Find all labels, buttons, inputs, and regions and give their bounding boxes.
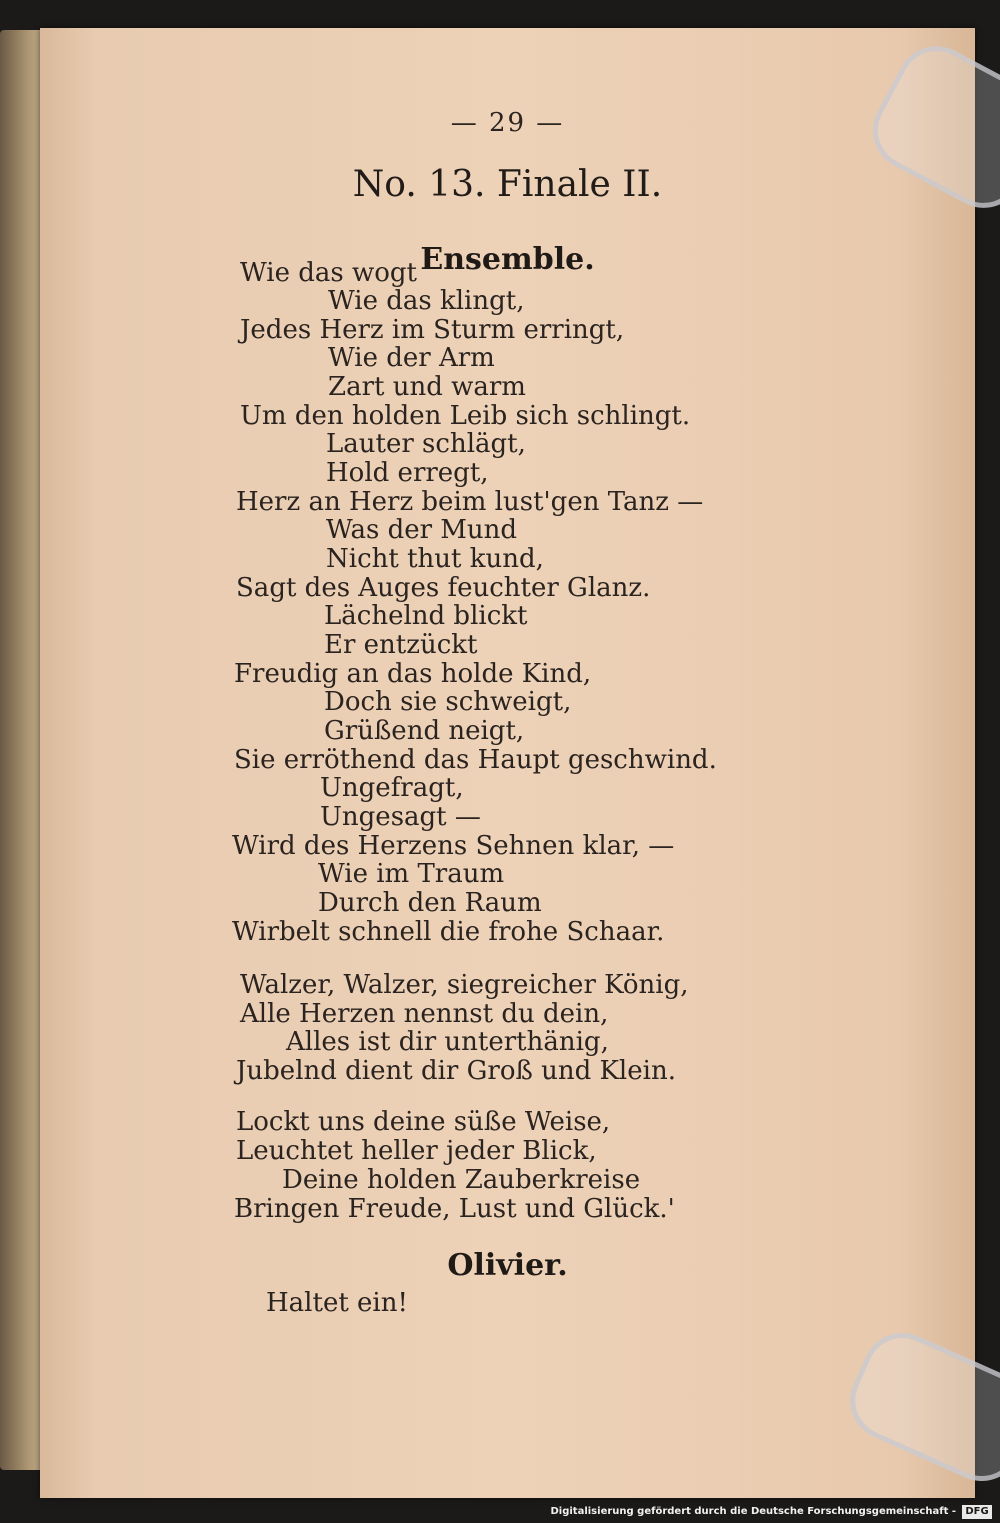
verse-line: Ungesagt — — [320, 802, 481, 832]
verse-line: Was der Mund — [326, 515, 518, 545]
verse-line: Walzer, Walzer, siegreicher König, — [240, 970, 689, 1000]
speaker-olivier: Olivier. — [447, 1248, 568, 1283]
verse-line: Wirbelt schnell die frohe Schaar. — [232, 917, 665, 947]
verse-line: Hold erregt, — [326, 458, 489, 488]
book-spine — [0, 30, 44, 1470]
page-title: No. 13. Finale II. — [352, 164, 663, 205]
verse-line: Wie der Arm — [328, 343, 495, 373]
verse-line: Alle Herzen nennst du dein, — [240, 999, 609, 1029]
verse-line: Alles ist dir unterthänig, — [286, 1027, 609, 1057]
verse-line: Lächelnd blickt — [324, 601, 528, 631]
verse-line: Ungefragt, — [320, 773, 464, 803]
verse-line: Wie das wogt — [240, 258, 417, 288]
verse-line: Sagt des Auges feuchter Glanz. — [236, 573, 651, 603]
verse-line: Grüßend neigt, — [324, 716, 525, 746]
speaker-ensemble: Ensemble. — [420, 242, 595, 277]
verse-line: Um den holden Leib sich schlingt. — [240, 401, 691, 431]
verse-line: Wie das klingt, — [328, 286, 525, 316]
verse-line: Haltet ein! — [266, 1288, 408, 1318]
page-number: — 29 — — [450, 108, 565, 138]
verse-line: Doch sie schweigt, — [324, 687, 572, 717]
verse-line: Bringen Freude, Lust und Glück.' — [234, 1194, 675, 1224]
verse-line: Zart und warm — [328, 372, 526, 402]
verse-line: Er entzückt — [324, 630, 478, 660]
verse-line: Leuchtet heller jeder Blick, — [236, 1136, 597, 1166]
verse-line: Sie erröthend das Haupt geschwind. — [234, 745, 717, 775]
verse-line: Freudig an das holde Kind, — [234, 659, 592, 689]
dfg-logo: DFG — [962, 1505, 992, 1519]
verse-line: Wird des Herzens Sehnen klar, — — [232, 831, 675, 861]
verse-line: Jedes Herz im Sturm erringt, — [240, 315, 625, 345]
footer-credit: Digitalisierung gefördert durch die Deutsche Forschungsgemeinschaft - — [550, 1506, 956, 1517]
book-page — [40, 28, 975, 1498]
verse-line: Wie im Traum — [318, 859, 505, 889]
verse-line: Lockt uns deine süße Weise, — [236, 1107, 611, 1137]
verse-line: Deine holden Zauberkreise — [282, 1165, 641, 1195]
verse-line: Durch den Raum — [318, 888, 542, 918]
verse-line: Herz an Herz beim lust'gen Tanz — — [236, 487, 704, 517]
verse-line: Lauter schlägt, — [326, 429, 526, 459]
verse-line: Nicht thut kund, — [326, 544, 544, 574]
verse-line: Jubelnd dient dir Groß und Klein. — [236, 1056, 676, 1086]
